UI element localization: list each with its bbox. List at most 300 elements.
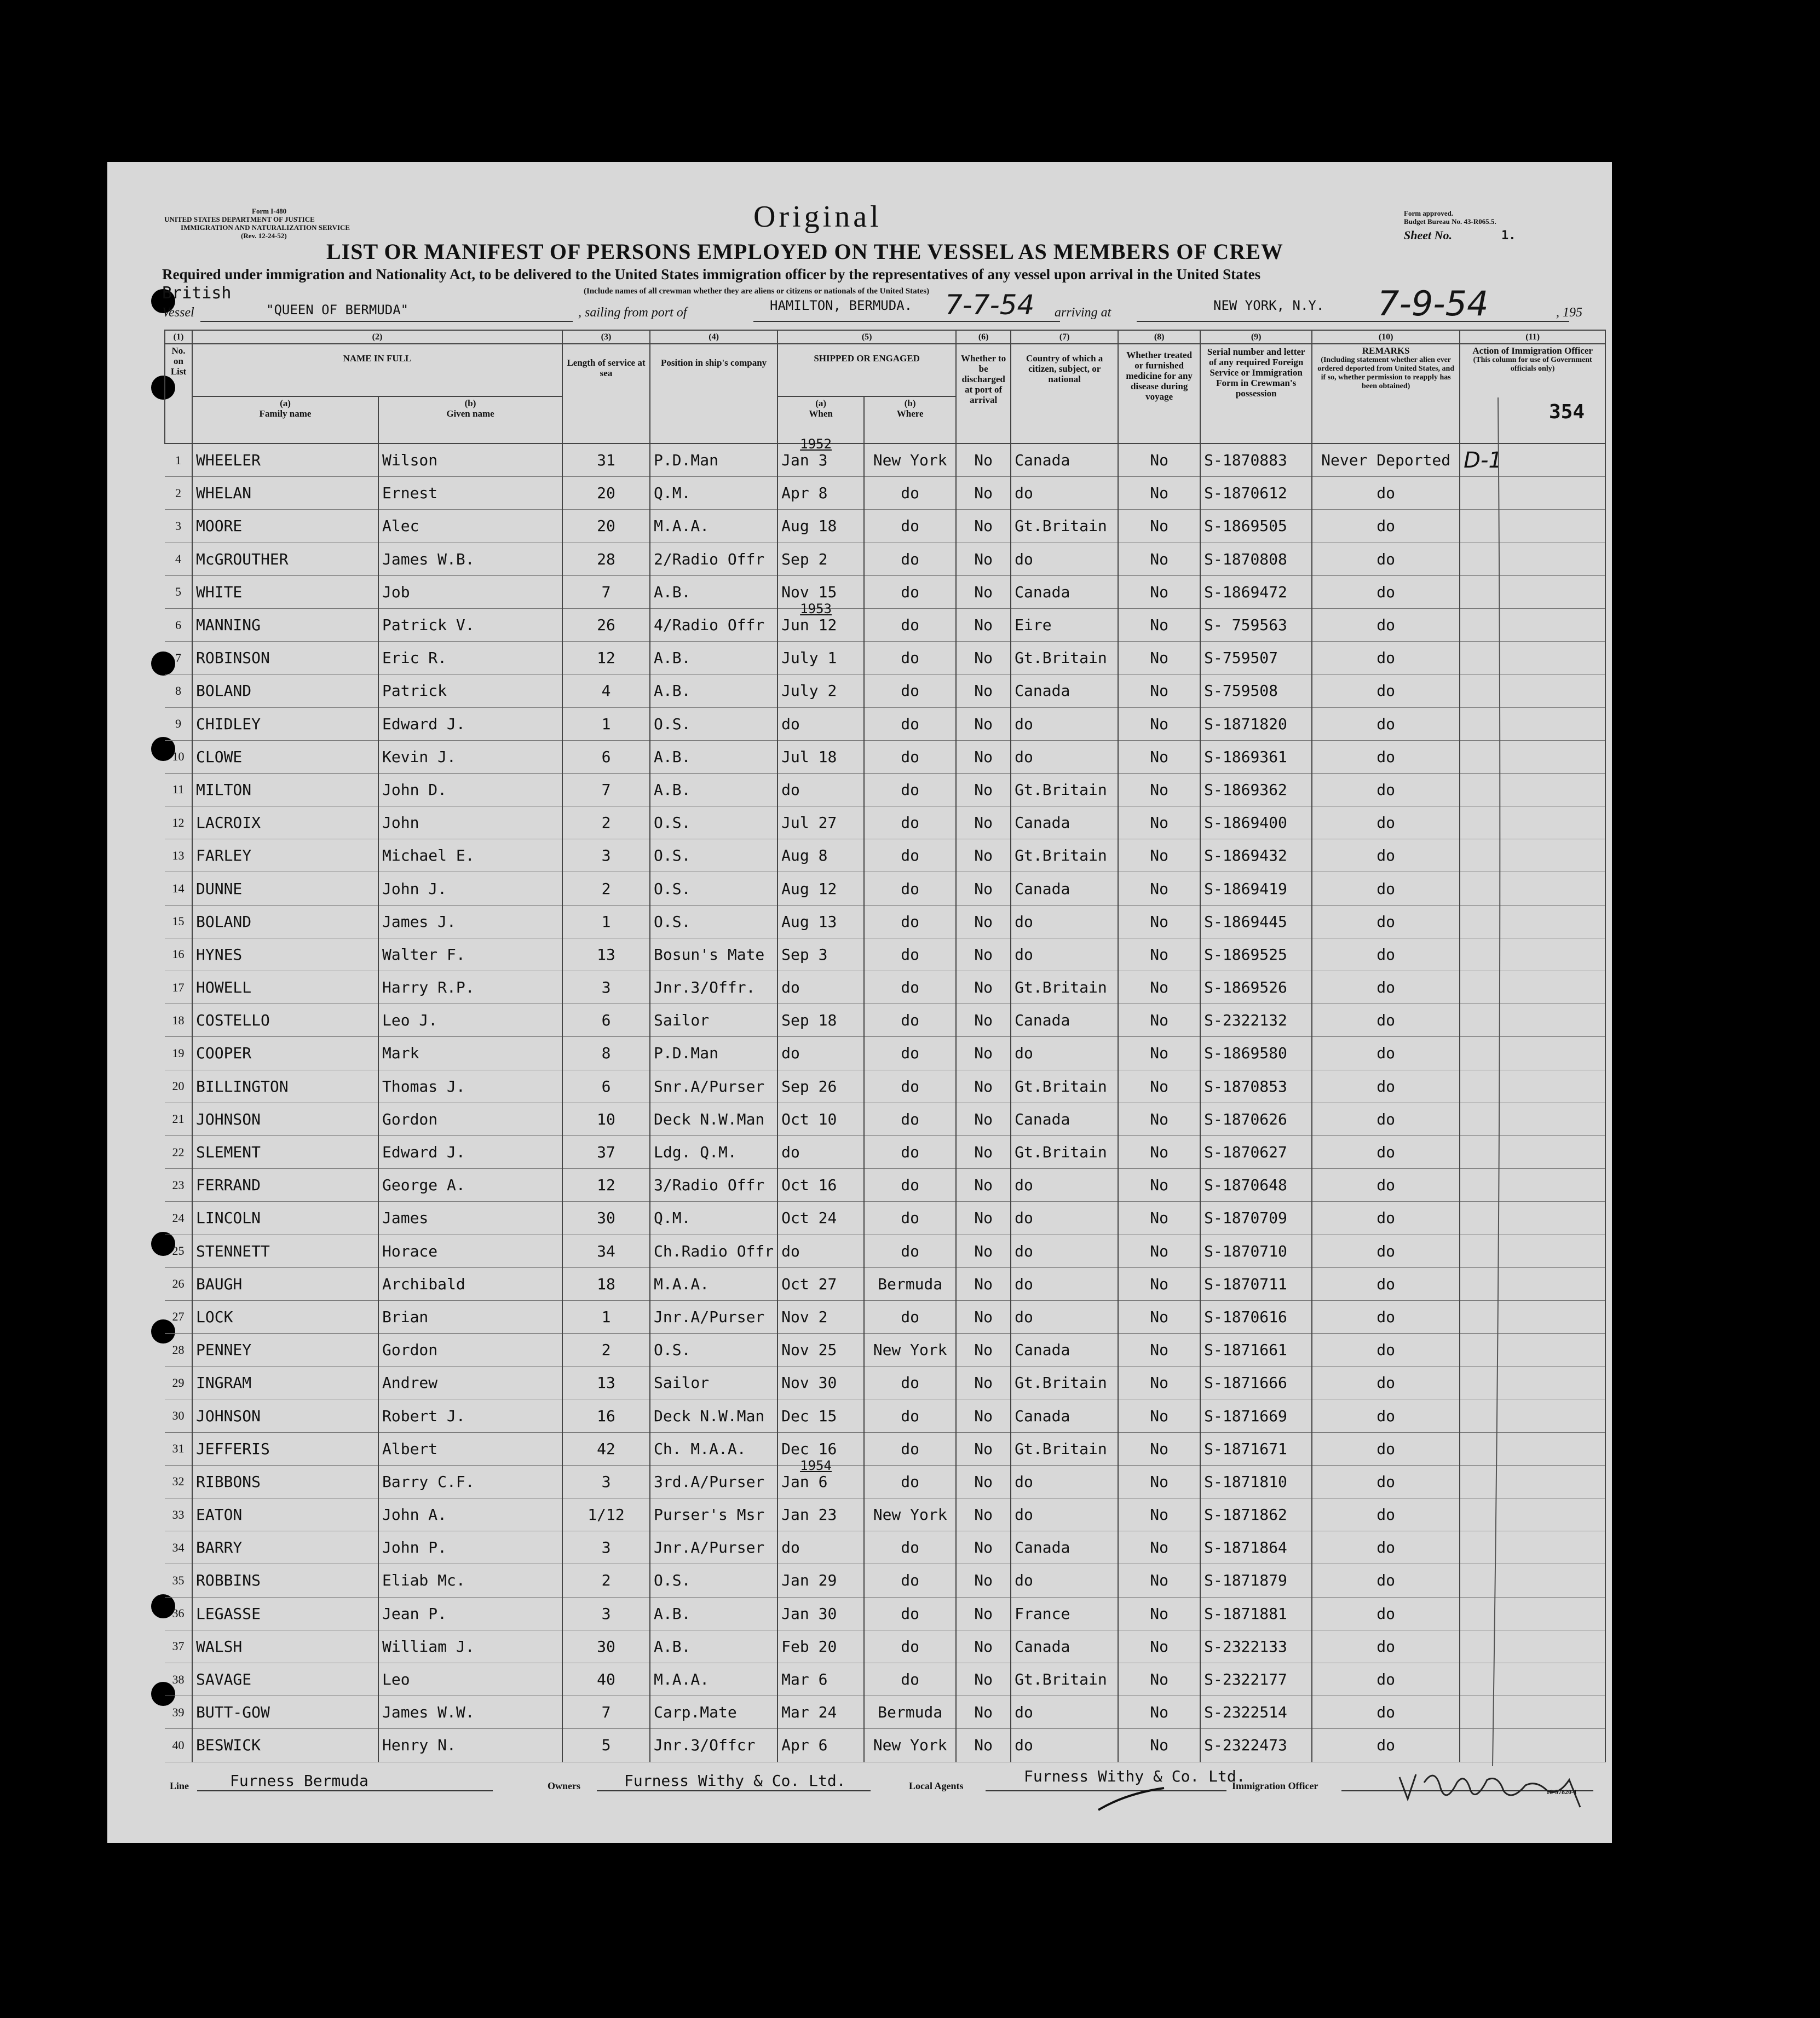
cell-where: do (864, 971, 956, 1004)
cell-remarks: do (1312, 1169, 1460, 1202)
row-number: 22 (165, 1135, 192, 1168)
cell-position: O.S. (650, 806, 777, 839)
table-row (165, 443, 1605, 477)
cell-med: No (1118, 740, 1200, 773)
page-subtitle: Required under immigration and Nationality Act, to be delivered to the United States immigration officer by the representatives of any vessel upon arrival in the United States (162, 266, 1261, 282)
cell-serial: S-1870808 (1200, 543, 1312, 575)
approval-line: Form approved. (1404, 209, 1454, 217)
cell-med: No (1118, 938, 1200, 971)
cell-disch: No (956, 642, 1011, 674)
cell-when: Jan 30 (777, 1597, 864, 1630)
cell-action (1460, 1630, 1605, 1663)
cell-serial: S-1869432 (1200, 839, 1312, 872)
cell-length: 1/12 (562, 1498, 650, 1531)
cell-disch: No (956, 1334, 1011, 1367)
cell-where: do (864, 1399, 956, 1432)
cell-country: do (1011, 1267, 1118, 1300)
table-row (165, 1367, 1605, 1399)
agents-label: Local Agents (909, 1780, 964, 1791)
cell-action (1460, 608, 1605, 641)
col-position: Position in ship's company (650, 344, 777, 443)
cell-where: do (864, 806, 956, 839)
cell-position: Ch.Radio Offr (650, 1235, 777, 1267)
cell-disch: No (956, 806, 1011, 839)
cell-med: No (1118, 1202, 1200, 1235)
cell-remarks: do (1312, 1729, 1460, 1762)
row-number: 20 (165, 1070, 192, 1103)
table-row (165, 1267, 1605, 1300)
table-row (165, 938, 1605, 971)
cell-given: Job (378, 575, 562, 608)
cell-country: Gt.Britain (1011, 1070, 1118, 1103)
cell-family: WALSH (192, 1630, 378, 1663)
cell-family: WHELAN (192, 477, 378, 510)
cell-remarks: do (1312, 642, 1460, 674)
cell-position: A.B. (650, 740, 777, 773)
cell-serial: S-1869445 (1200, 905, 1312, 938)
cell-disch: No (956, 938, 1011, 971)
cell-med: No (1118, 1367, 1200, 1399)
vessel-label: Vessel (162, 305, 194, 320)
cell-med: No (1118, 1498, 1200, 1531)
column-header-row-1 (165, 344, 1605, 396)
crew-table (164, 330, 1606, 1762)
cell-serial: S-1871820 (1200, 707, 1312, 740)
sheet-label: Sheet No. (1404, 228, 1452, 242)
manifest-sheet (107, 162, 1612, 1843)
cell-country: do (1011, 905, 1118, 938)
cell-remarks: do (1312, 905, 1460, 938)
cell-action (1460, 1004, 1605, 1037)
cell-med: No (1118, 642, 1200, 674)
cell-disch: No (956, 443, 1011, 477)
row-number: 24 (165, 1202, 192, 1235)
cell-disch: No (956, 872, 1011, 905)
cell-length: 10 (562, 1103, 650, 1135)
cell-med: No (1118, 1399, 1200, 1432)
table-row (165, 1498, 1605, 1531)
cell-where: do (864, 938, 956, 971)
cell-serial: S-1871669 (1200, 1399, 1312, 1432)
row-number: 8 (165, 674, 192, 707)
cell-med: No (1118, 1564, 1200, 1597)
col-family: (a) Family name (192, 396, 378, 443)
line-label: Line (170, 1780, 189, 1791)
cell-med: No (1118, 1135, 1200, 1168)
cell-when: Sep 26 (777, 1070, 864, 1103)
cell-remarks: do (1312, 543, 1460, 575)
table-row (165, 1465, 1605, 1498)
cell-family: HYNES (192, 938, 378, 971)
table-row (165, 1663, 1605, 1696)
line-value: Furness Bermuda (230, 1772, 368, 1790)
cell-when: Mar 24 (777, 1696, 864, 1729)
cell-country: do (1011, 1037, 1118, 1070)
cell-given: Thomas J. (378, 1070, 562, 1103)
cell-action (1460, 1465, 1605, 1498)
table-row (165, 1729, 1605, 1762)
cell-serial: S-1871810 (1200, 1465, 1312, 1498)
cell-when: Jan 6 1954 (777, 1465, 864, 1498)
cell-when: Jul 18 (777, 740, 864, 773)
cell-family: MILTON (192, 773, 378, 806)
row-number: 13 (165, 839, 192, 872)
cell-med: No (1118, 608, 1200, 641)
cell-disch: No (956, 1597, 1011, 1630)
cell-given: Patrick (378, 674, 562, 707)
budget-bureau-line: Budget Bureau No. 43-R065.5. (1404, 217, 1496, 226)
cell-disch: No (956, 510, 1011, 543)
cell-action (1460, 707, 1605, 740)
cell-remarks: do (1312, 938, 1460, 971)
row-number: 5 (165, 575, 192, 608)
row-number: 2 (165, 477, 192, 510)
cell-given: John (378, 806, 562, 839)
cell-given: James W.W. (378, 1696, 562, 1729)
cell-length: 8 (562, 1037, 650, 1070)
cell-given: Eric R. (378, 642, 562, 674)
cell-country: Canada (1011, 1334, 1118, 1367)
row-number: 1 (165, 443, 192, 477)
row-number: 34 (165, 1531, 192, 1564)
table-row (165, 1432, 1605, 1465)
cell-position: M.A.A. (650, 1267, 777, 1300)
cell-country: Gt.Britain (1011, 1367, 1118, 1399)
cell-country: Canada (1011, 575, 1118, 608)
cell-position: 3/Radio Offr (650, 1169, 777, 1202)
cell-position: O.S. (650, 905, 777, 938)
cell-serial: S-1869472 (1200, 575, 1312, 608)
cell-position: O.S. (650, 1334, 777, 1367)
cell-serial: S-1870883 (1200, 443, 1312, 477)
cell-action (1460, 543, 1605, 575)
row-number: 9 (165, 707, 192, 740)
owners-value: Furness Withy & Co. Ltd. (624, 1772, 846, 1790)
cell-given: John A. (378, 1498, 562, 1531)
cell-given: George A. (378, 1169, 562, 1202)
row-number: 36 (165, 1597, 192, 1630)
cell-disch: No (956, 543, 1011, 575)
cell-position: Jnr.A/Purser (650, 1300, 777, 1333)
cell-where: do (864, 674, 956, 707)
cell-when: Jan 23 (777, 1498, 864, 1531)
cell-family: STENNETT (192, 1235, 378, 1267)
cell-remarks: do (1312, 1300, 1460, 1333)
cell-serial: S-2322177 (1200, 1663, 1312, 1696)
cell-family: WHEELER (192, 443, 378, 477)
year-note: 1953 (800, 601, 832, 616)
cell-remarks: do (1312, 1696, 1460, 1729)
cell-where: do (864, 1037, 956, 1070)
cell-length: 1 (562, 905, 650, 938)
cell-given: Barry C.F. (378, 1465, 562, 1498)
cell-country: do (1011, 1235, 1118, 1267)
cell-when: Aug 18 (777, 510, 864, 543)
cell-position: O.S. (650, 839, 777, 872)
cell-disch: No (956, 1696, 1011, 1729)
cell-length: 1 (562, 707, 650, 740)
cell-when: July 2 (777, 674, 864, 707)
cell-length: 2 (562, 1334, 650, 1367)
table-row (165, 1135, 1605, 1168)
departure-date: 7-7-54 (945, 289, 1035, 321)
cell-given: Leo J. (378, 1004, 562, 1037)
page-number: 354 (1548, 401, 1585, 423)
cell-where: do (864, 1663, 956, 1696)
cell-position: Bosun's Mate (650, 938, 777, 971)
cell-family: DUNNE (192, 872, 378, 905)
cell-where: do (864, 642, 956, 674)
cell-disch: No (956, 773, 1011, 806)
cell-remarks: do (1312, 1004, 1460, 1037)
cell-remarks: do (1312, 1334, 1460, 1367)
cell-family: COSTELLO (192, 1004, 378, 1037)
cell-country: do (1011, 477, 1118, 510)
action-note: (This column for use of Government officials only) (1473, 356, 1592, 373)
owners-label: Owners (548, 1780, 580, 1791)
form-identifier (164, 207, 350, 240)
cell-action (1460, 839, 1605, 872)
cell-remarks: do (1312, 1564, 1460, 1597)
cell-country: Eire (1011, 608, 1118, 641)
cell-med: No (1118, 1432, 1200, 1465)
cell-serial: S-1869505 (1200, 510, 1312, 543)
sailing-label: , sailing from port of (578, 305, 687, 320)
cell-when: Dec 15 (777, 1399, 864, 1432)
table-row (165, 1235, 1605, 1267)
cell-serial: S-1871879 (1200, 1564, 1312, 1597)
cell-disch: No (956, 1202, 1011, 1235)
cell-position: Jnr.3/Offcr (650, 1729, 777, 1762)
cell-remarks: Never Deported (1312, 443, 1460, 477)
cell-action (1460, 1103, 1605, 1135)
cell-country: do (1011, 938, 1118, 971)
cell-position: P.D.Man (650, 1037, 777, 1070)
col-serial: Serial number and letter of any required Foreign Service or Immigration Form in Crewman's possession (1200, 344, 1312, 443)
cell-serial: S-1870626 (1200, 1103, 1312, 1135)
cell-serial: S-1870709 (1200, 1202, 1312, 1235)
table-row (165, 674, 1605, 707)
cell-med: No (1118, 1235, 1200, 1267)
cell-remarks: do (1312, 1465, 1460, 1498)
cell-med: No (1118, 806, 1200, 839)
cell-disch: No (956, 575, 1011, 608)
cell-serial: S-1871864 (1200, 1531, 1312, 1564)
form-code: 16-57820-1 (1546, 1788, 1577, 1796)
cell-action (1460, 1432, 1605, 1465)
cell-where: do (864, 1531, 956, 1564)
cell-med: No (1118, 1267, 1200, 1300)
cell-serial: S-1870853 (1200, 1070, 1312, 1103)
cell-serial: S-1870616 (1200, 1300, 1312, 1333)
cell-action (1460, 1300, 1605, 1333)
cell-country: Gt.Britain (1011, 1663, 1118, 1696)
cell-when: Nov 2 (777, 1300, 864, 1333)
cell-serial: S-1869361 (1200, 740, 1312, 773)
cell-when: Oct 27 (777, 1267, 864, 1300)
row-number: 23 (165, 1169, 192, 1202)
cell-disch: No (956, 1235, 1011, 1267)
col-length: Length of service at sea (562, 344, 650, 443)
cell-given: Henry N. (378, 1729, 562, 1762)
cell-where: do (864, 1564, 956, 1597)
table-row (165, 642, 1605, 674)
cell-where: do (864, 1202, 956, 1235)
cell-family: INGRAM (192, 1367, 378, 1399)
col-country: Country of which a citizen, subject, or national (1011, 344, 1118, 443)
cell-remarks: do (1312, 674, 1460, 707)
cell-length: 12 (562, 642, 650, 674)
row-number: 21 (165, 1103, 192, 1135)
cell-country: Gt.Britain (1011, 971, 1118, 1004)
cell-disch: No (956, 971, 1011, 1004)
cell-action (1460, 674, 1605, 707)
cell-position: 2/Radio Offr (650, 543, 777, 575)
table-row (165, 872, 1605, 905)
row-number: 11 (165, 773, 192, 806)
cell-family: JOHNSON (192, 1103, 378, 1135)
cell-serial: S-1869526 (1200, 971, 1312, 1004)
cell-disch: No (956, 1465, 1011, 1498)
cell-remarks: do (1312, 1531, 1460, 1564)
cell-med: No (1118, 905, 1200, 938)
cell-family: PENNEY (192, 1334, 378, 1367)
row-number: 18 (165, 1004, 192, 1037)
cell-family: EATON (192, 1498, 378, 1531)
cell-position: Q.M. (650, 477, 777, 510)
table-row (165, 1564, 1605, 1597)
cell-position: P.D.Man (650, 443, 777, 477)
cell-where: do (864, 543, 956, 575)
cell-remarks: do (1312, 740, 1460, 773)
cell-when: do (777, 1531, 864, 1564)
table-row (165, 1630, 1605, 1663)
cell-where: do (864, 1169, 956, 1202)
sheet-value: 1. (1501, 229, 1516, 243)
cell-action (1460, 872, 1605, 905)
cell-disch: No (956, 1531, 1011, 1564)
cell-med: No (1118, 1070, 1200, 1103)
cell-action (1460, 1267, 1605, 1300)
table-row (165, 1037, 1605, 1070)
cell-med: No (1118, 510, 1200, 543)
row-number: 28 (165, 1334, 192, 1367)
cell-length: 7 (562, 575, 650, 608)
cell-med: No (1118, 443, 1200, 477)
cell-disch: No (956, 608, 1011, 641)
cell-remarks: do (1312, 971, 1460, 1004)
cell-med: No (1118, 872, 1200, 905)
table-row (165, 1531, 1605, 1564)
table-row (165, 1399, 1605, 1432)
cell-family: HOWELL (192, 971, 378, 1004)
cell-where: do (864, 773, 956, 806)
cell-where: do (864, 1432, 956, 1465)
remarks-title: REMARKS (1362, 345, 1410, 356)
cell-disch: No (956, 1498, 1011, 1531)
cell-where: do (864, 1070, 956, 1103)
cell-where: do (864, 1103, 956, 1135)
cell-position: O.S. (650, 872, 777, 905)
cell-med: No (1118, 477, 1200, 510)
cell-country: do (1011, 707, 1118, 740)
cell-when: July 1 (777, 642, 864, 674)
cell-when: Jul 27 (777, 806, 864, 839)
cell-country: Canada (1011, 1531, 1118, 1564)
cell-length: 13 (562, 1367, 650, 1399)
cell-med: No (1118, 1004, 1200, 1037)
remarks-note: (Including statement whether alien ever ordered deported from United States, and if so, whether permission to reapply has been obtained) (1317, 356, 1455, 390)
cell-med: No (1118, 1103, 1200, 1135)
cell-given: Mark (378, 1037, 562, 1070)
agents-value: Furness Withy & Co. Ltd. (1024, 1767, 1246, 1785)
row-number: 30 (165, 1399, 192, 1432)
cell-family: LOCK (192, 1300, 378, 1333)
cell-disch: No (956, 1169, 1011, 1202)
cell-length: 20 (562, 477, 650, 510)
cell-disch: No (956, 1070, 1011, 1103)
include-note: (Include names of all crewman whether they are aliens or citizens or nationals of the United States) (584, 287, 930, 296)
cell-position: Sailor (650, 1367, 777, 1399)
cell-given: Edward J. (378, 1135, 562, 1168)
cell-disch: No (956, 1432, 1011, 1465)
table-row (165, 1004, 1605, 1037)
cell-action (1460, 938, 1605, 971)
row-number: 17 (165, 971, 192, 1004)
row-number: 16 (165, 938, 192, 971)
port-from: HAMILTON, BERMUDA. (770, 298, 913, 313)
footer (164, 1767, 1599, 1796)
cell-family: FERRAND (192, 1169, 378, 1202)
cell-given: Brian (378, 1300, 562, 1333)
officer-label: Immigration Officer (1232, 1780, 1318, 1791)
cell-family: RIBBONS (192, 1465, 378, 1498)
cell-family: BAUGH (192, 1267, 378, 1300)
col-remarks (1312, 344, 1460, 443)
cell-given: Ernest (378, 477, 562, 510)
cell-given: Eliab Mc. (378, 1564, 562, 1597)
table-row (165, 1300, 1605, 1333)
cell-given: Horace (378, 1235, 562, 1267)
cell-med: No (1118, 1300, 1200, 1333)
cell-serial: S-759507 (1200, 642, 1312, 674)
cell-country: France (1011, 1597, 1118, 1630)
arrival-date: 7-9-54 (1378, 284, 1489, 324)
cell-length: 4 (562, 674, 650, 707)
cell-remarks: do (1312, 1399, 1460, 1432)
cell-country: Gt.Britain (1011, 1432, 1118, 1465)
cell-family: MANNING (192, 608, 378, 641)
cell-med: No (1118, 674, 1200, 707)
cell-given: Archibald (378, 1267, 562, 1300)
cell-where: do (864, 1367, 956, 1399)
cell-remarks: do (1312, 1432, 1460, 1465)
row-number: 15 (165, 905, 192, 938)
cell-remarks: do (1312, 608, 1460, 641)
port-to: NEW YORK, N.Y. (1213, 298, 1324, 313)
cell-length: 5 (562, 1729, 650, 1762)
table-row (165, 1169, 1605, 1202)
cell-length: 7 (562, 773, 650, 806)
cell-country: Gt.Britain (1011, 510, 1118, 543)
cell-length: 1 (562, 1300, 650, 1333)
cell-serial: S-1869580 (1200, 1037, 1312, 1070)
cell-position: Q.M. (650, 1202, 777, 1235)
cell-family: McGROUTHER (192, 543, 378, 575)
cell-position: A.B. (650, 575, 777, 608)
cell-family: BOLAND (192, 905, 378, 938)
cell-med: No (1118, 1696, 1200, 1729)
